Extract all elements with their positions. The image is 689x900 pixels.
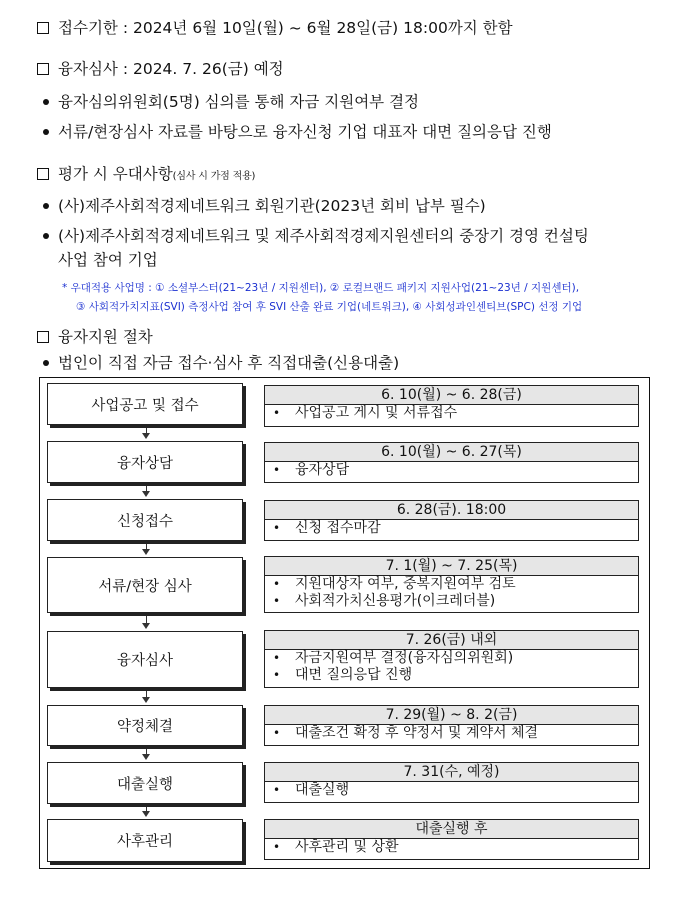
step-box xyxy=(47,762,243,804)
step-box xyxy=(47,383,243,425)
arrow-down-icon xyxy=(142,491,150,497)
step-box xyxy=(47,557,243,613)
step-detail-item xyxy=(265,520,638,537)
preference-title: 평가 시 우대사항 xyxy=(58,165,173,183)
step-detail-item xyxy=(265,650,638,667)
step-detail-text: 융자상담 xyxy=(295,462,350,478)
preference-bullet-1: (사)제주사회적경제네트워크 회원기관(2023년 회비 납부 필수) xyxy=(58,197,486,215)
arrow-down-icon xyxy=(142,754,150,760)
review-text: 융자심사 : 2024. 7. 26(금) 예정 xyxy=(58,60,284,78)
step-date: 7. 26(금) 내외 xyxy=(265,631,638,650)
step-label: 사후관리 xyxy=(116,834,174,850)
preference-bullet-2-cont: 사업 참여 기업 xyxy=(58,251,158,269)
bullet-dot-icon xyxy=(43,99,49,105)
arrow-down-icon xyxy=(142,549,150,555)
step-detail-text: 사후관리 및 상환 xyxy=(295,839,399,855)
bullet-dot-icon: • xyxy=(273,726,281,740)
step-label: 사업공고 및 접수 xyxy=(91,397,199,414)
step-date: 6. 10(월) ~ 6. 28(금) xyxy=(265,386,638,405)
bullet-dot-icon: • xyxy=(273,577,281,591)
square-bullet-icon xyxy=(37,168,49,180)
step-box xyxy=(47,705,243,746)
step-detail-text: 대출실행 xyxy=(295,782,350,798)
step-date: 6. 10(월) ~ 6. 27(목) xyxy=(265,443,638,462)
step-label: 서류/현장 심사 xyxy=(98,578,192,595)
step-label: 융자심사 xyxy=(116,653,174,669)
preference-bullet-2: (사)제주사회적경제네트워크 및 제주사회적경제지원센터의 중장기 경영 컨설팅 xyxy=(58,227,589,245)
step-label: 대출실행 xyxy=(116,776,174,793)
step-detail xyxy=(264,556,639,613)
step-box xyxy=(47,819,243,862)
step-label: 융자상담 xyxy=(116,455,174,472)
step-detail-text: 대면 질의응답 진행 xyxy=(295,667,413,683)
step-detail xyxy=(264,500,639,541)
step-detail-text: 자금지원여부 결정(융자심의위원회) xyxy=(295,650,514,666)
bullet-dot-icon: • xyxy=(273,668,281,682)
step-detail-item xyxy=(265,782,638,799)
step-detail xyxy=(264,762,639,803)
step-date: 7. 29(월) ~ 8. 2(금) xyxy=(265,706,638,725)
step-box xyxy=(47,441,243,483)
step-detail-text: 사업공고 게시 및 서류접수 xyxy=(295,405,458,421)
step-detail-text: 대출조건 확정 후 약정서 및 계약서 체결 xyxy=(295,725,539,741)
step-detail-text: 신청 접수마감 xyxy=(295,520,381,536)
arrow-down-icon xyxy=(142,433,150,439)
bullet-dot-icon: • xyxy=(273,406,281,420)
square-bullet-icon xyxy=(37,22,49,34)
step-label: 약정체결 xyxy=(116,719,174,735)
review-bullet-1: 융자심의위원회(5명) 심의를 통해 자금 지원여부 결정 xyxy=(58,93,420,111)
step-detail-item xyxy=(265,576,638,593)
step-date: 6. 28(금). 18:00 xyxy=(265,501,638,520)
step-detail xyxy=(264,819,639,860)
note-line-2: ③ 사회적가치지표(SVI) 측정사업 참여 후 SVI 산출 완료 기업(네트워크), ④ 사회성과인센티브(SPC) 선정 기업 xyxy=(76,301,583,313)
step-label: 신청접수 xyxy=(116,513,174,530)
procedure-title: 융자지원 절차 xyxy=(58,328,153,346)
bullet-dot-icon xyxy=(43,360,49,366)
step-date: 대출실행 후 xyxy=(265,820,638,839)
review-bullet-2: 서류/현장심사 자료를 바탕으로 융자신청 기업 대표자 대면 질의응답 진행 xyxy=(58,123,552,141)
bullet-dot-icon xyxy=(43,233,49,239)
step-detail xyxy=(264,385,639,427)
step-detail-item xyxy=(265,405,638,422)
note-line-1: * 우대적용 사업명 : ① 소셜부스터(21~23년 / 지원센터), ② 로컬브랜드 패키지 지원사업(21~23년 / 지원센터), xyxy=(62,282,580,294)
bullet-dot-icon: • xyxy=(273,521,281,535)
procedure-bullet: 법인이 직접 자금 접수·심사 후 직접대출(신용대출) xyxy=(58,354,400,372)
step-detail xyxy=(264,442,639,483)
step-detail xyxy=(264,630,639,688)
bullet-dot-icon: • xyxy=(273,651,281,665)
step-detail-item xyxy=(265,462,638,479)
step-detail-item xyxy=(265,839,638,856)
bullet-dot-icon: • xyxy=(273,463,281,477)
step-box xyxy=(47,631,243,688)
step-detail-item xyxy=(265,667,638,684)
arrow-down-icon xyxy=(142,697,150,703)
arrow-down-icon xyxy=(142,811,150,817)
step-date: 7. 31(수, 예정) xyxy=(265,763,638,782)
square-bullet-icon xyxy=(37,331,49,343)
preference-heading xyxy=(58,163,255,188)
step-date: 7. 1(월) ~ 7. 25(목) xyxy=(265,557,638,576)
step-box xyxy=(47,499,243,541)
step-detail-text: 사회적가치신용평가(이크레더블) xyxy=(295,593,496,609)
preference-note: (심사 시 가점 적용) xyxy=(172,171,256,182)
step-detail xyxy=(264,705,639,746)
bullet-dot-icon: • xyxy=(273,840,281,854)
deadline-text: 접수기한 : 2024년 6월 10일(월) ~ 6월 28일(금) 18:00까지 한함 xyxy=(58,19,513,37)
bullet-dot-icon: • xyxy=(273,594,281,608)
step-detail-text: 지원대상자 여부, 중복지원여부 검토 xyxy=(295,576,516,592)
bullet-dot-icon: • xyxy=(273,783,281,797)
step-detail-item xyxy=(265,725,638,742)
step-detail-item xyxy=(265,593,638,610)
bullet-dot-icon xyxy=(43,129,49,135)
square-bullet-icon xyxy=(37,63,49,75)
arrow-down-icon xyxy=(142,623,150,629)
bullet-dot-icon xyxy=(43,203,49,209)
